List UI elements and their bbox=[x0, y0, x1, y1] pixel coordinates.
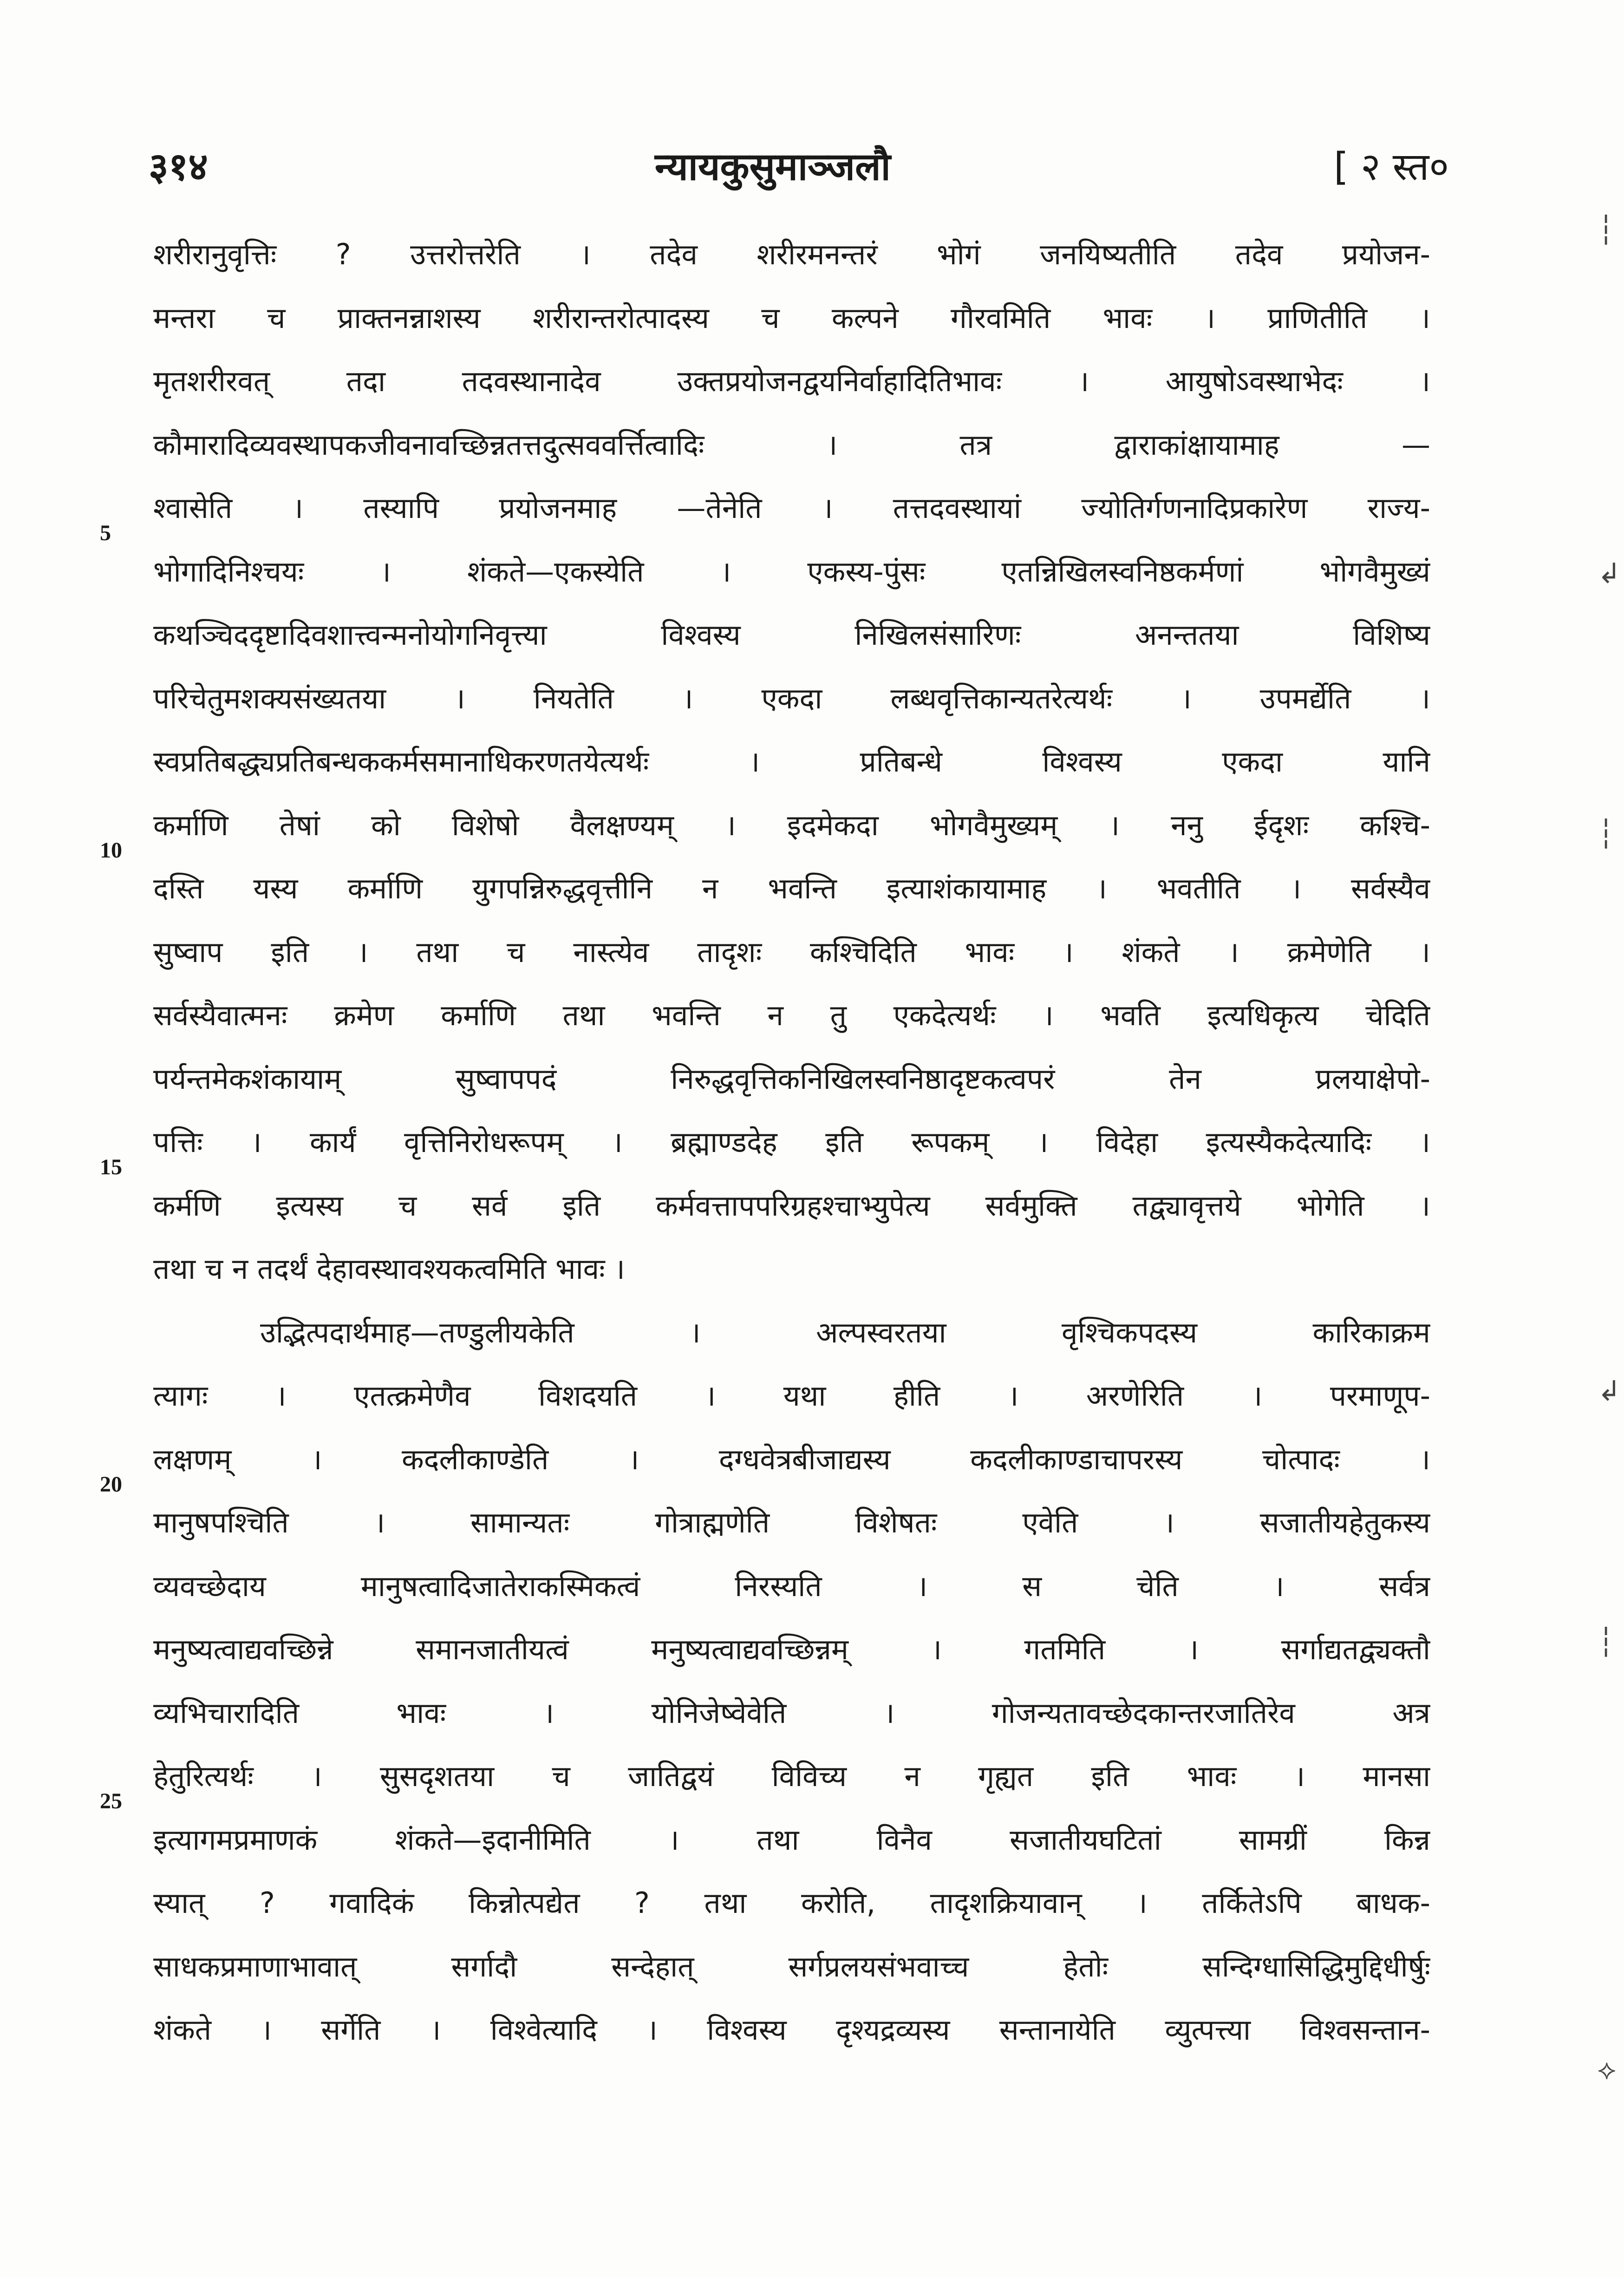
text-line: स्यात् ? गवादिकं किन्नोत्पद्येत ? तथा करोति, तादृशक्रियावान् । तर्कितेऽपि बाधक- bbox=[153, 1886, 1430, 1920]
text-line: श्वासेति । तस्यापि प्रयोजनमाह —तेनेति । तत्तदवस्थायां ज्योतिर्गणनादिप्रकारेण राज्य- bbox=[153, 491, 1430, 525]
text-line: पत्तिः । कार्यं वृत्तिनिरोधरूपम् । ब्रह्माण्डदेह इति रूपकम् । विदेहा इत्यस्यैकदेत्यादिः । bbox=[153, 1125, 1430, 1159]
text-line: कथञ्चिददृष्टादिवशात्त्वन्मनोयोगनिवृत्त्या विश्वस्य निखिलसंसारिणः अनन्ततया विशिष्य bbox=[153, 618, 1430, 652]
text-line: लक्षणम् । कदलीकाण्डेति । दग्धवेत्रबीजाद्यस्य कदलीकाण्डाचापरस्य चोत्पादः । bbox=[153, 1442, 1430, 1476]
text-line: मृतशरीरवत् तदा तदवस्थानादेव उक्तप्रयोजनद्वयनिर्वाहादितिभावः । आयुषोऽवस्थाभेदः । bbox=[153, 364, 1430, 398]
text-line: भोगादिनिश्चयः । शंकते—एकस्येति । एकस्य-पुंसः एतन्निखिलस्वनिष्ठकर्मणां भोगवैमुख्यं bbox=[153, 554, 1430, 589]
text-line: हेतुरित्यर्थः । सुसदृशतया च जातिद्वयं विविच्य न गृह्यत इति भावः । मानसा bbox=[153, 1759, 1430, 1793]
text-line: सुष्वाप इति । तथा च नास्त्येव तादृशः कश्चिदिति भावः । शंकते । क्रमेणेति । bbox=[153, 935, 1430, 969]
text-line: मानुषपश्चिति । सामान्यतः गोत्राह्मणेति विशेषतः एवेति । सजातीयहेतुकस्य bbox=[153, 1506, 1430, 1539]
commentary-text bbox=[153, 223, 1430, 2062]
margin-mark: ↲ bbox=[1598, 1375, 1621, 1407]
text-line: दस्ति यस्य कर्माणि युगपन्निरुद्धवृत्तीनि न भवन्ति इत्याशंकायामाह । भवतीति । सर्वस्यैव bbox=[153, 871, 1430, 905]
line-number-15: 15 bbox=[100, 1155, 122, 1179]
page-number: ३१४ bbox=[149, 145, 208, 189]
text-line: मन्तरा च प्राक्तनन्नाशस्य शरीरान्तरोत्पादस्य च कल्पने गौरवमिति भावः । प्राणितीति । bbox=[153, 301, 1430, 335]
margin-mark: ↲ bbox=[1598, 557, 1621, 590]
text-line: स्वप्रतिबद्ध्यप्रतिबन्धककर्मसमानाधिकरणतयेत्यर्थः । प्रतिबन्धे विश्वस्य एकदा यानि bbox=[153, 745, 1430, 779]
line-number-10: 10 bbox=[100, 838, 122, 863]
text-line: सर्वस्यैवात्मनः क्रमेण कर्माणि तथा भवन्ति न तु एकदेत्यर्थः । भवति इत्यधिकृत्य चेदिति bbox=[153, 998, 1430, 1032]
text-line: कर्माणि तेषां को विशेषो वैलक्षण्यम् । इदमेकदा भोगवैमुख्यम् । ननु ईदृशः कश्चि- bbox=[153, 808, 1430, 842]
text-line: व्यभिचारादिति भावः । योनिजेष्वेवेति । गोजन्यतावच्छेदकान्तरजातिरेव अत्र bbox=[153, 1695, 1430, 1730]
text-line: परिचेतुमशक्यसंख्यतया । नियतेति । एकदा लब्धवृत्तिकान्यतरेत्यर्थः । उपमर्द्येति । bbox=[153, 681, 1430, 715]
text-line: मनुष्यत्वाद्यवच्छिन्ने समानजातीयत्वं मनुष्यत्वाद्यवच्छिन्नम् । गतमिति । सर्गाद्यतद्व्यक्तौ bbox=[153, 1632, 1430, 1666]
line-number-20: 20 bbox=[100, 1472, 122, 1497]
text-line: त्यागः । एतत्क्रमेणैव विशदयति । यथा हीति । अरणेरिति । परमाणूप- bbox=[153, 1379, 1430, 1413]
margin-mark: ⟡ bbox=[1598, 2053, 1616, 2086]
line-number-25: 25 bbox=[100, 1789, 122, 1813]
line-number-5: 5 bbox=[100, 521, 111, 545]
text-line: कौमारादिव्यवस्थापकजीवनावच्छिन्नतत्तदुत्सववर्त्तित्वादिः । तत्र द्वाराकांक्षायामाह — bbox=[153, 427, 1430, 462]
section-marker: [ २ स्त० bbox=[1333, 145, 1449, 189]
running-title: न्यायकुसुमाञ्जलौ bbox=[655, 145, 891, 189]
text-line: तथा च न तदर्थं देहावस्थावश्यकत्वमिति भावः । bbox=[153, 1252, 625, 1286]
text-line: कर्मणि इत्यस्य च सर्व इति कर्मवत्तापपरिग्रहश्चाभ्युपेत्य सर्वमुक्ति तद्व्यावृत्तये भोगेति । bbox=[153, 1188, 1430, 1223]
text-line: पर्यन्तमेकशंकायाम् सुष्वापपदं निरुद्धवृत्तिकनिखिलस्वनिष्ठादृष्टकत्वपरं तेन प्रलयाक्षेपो- bbox=[153, 1061, 1430, 1096]
text-line: इत्यागमप्रमाणकं शंकते—इदानीमिति । तथा विनैव सजातीयघटितां सामग्रीं किन्न bbox=[153, 1822, 1430, 1857]
text-line: शरीरानुवृत्तिः ? उत्तरोत्तरेति । तदेव शरीरमनन्तरं भोगं जनयिष्यतीति तदेव प्रयोजन- bbox=[153, 237, 1430, 271]
margin-mark: ┆ bbox=[1598, 1626, 1615, 1658]
text-line: साधकप्रमाणाभावात् सर्गादौ सन्देहात् सर्गप्रलयसंभवाच्च हेतोः सन्दिग्धासिद्धिमुद्दिधीर्षुः bbox=[153, 1949, 1430, 1983]
page-header bbox=[149, 139, 1449, 200]
text-line: शंकते । सर्गेति । विश्वेत्यादि । विश्वस्य दृश्यद्रव्यस्य सन्तानायेति व्युत्पत्त्या विश्वसन्तान- bbox=[153, 2013, 1430, 2047]
margin-mark: ┆ bbox=[1598, 214, 1615, 246]
paragraph-start-line: उद्भित्पदार्थमाह—तण्डुलीयकेति । अल्पस्वरतया वृश्चिकपदस्य कारिकाक्रम bbox=[260, 1315, 1430, 1349]
text-line: व्यवच्छेदाय मानुषत्वादिजातेराकस्मिकत्वं निरस्यति । स चेति । सर्वत्र bbox=[153, 1569, 1430, 1603]
margin-mark: ┆ bbox=[1598, 818, 1615, 850]
